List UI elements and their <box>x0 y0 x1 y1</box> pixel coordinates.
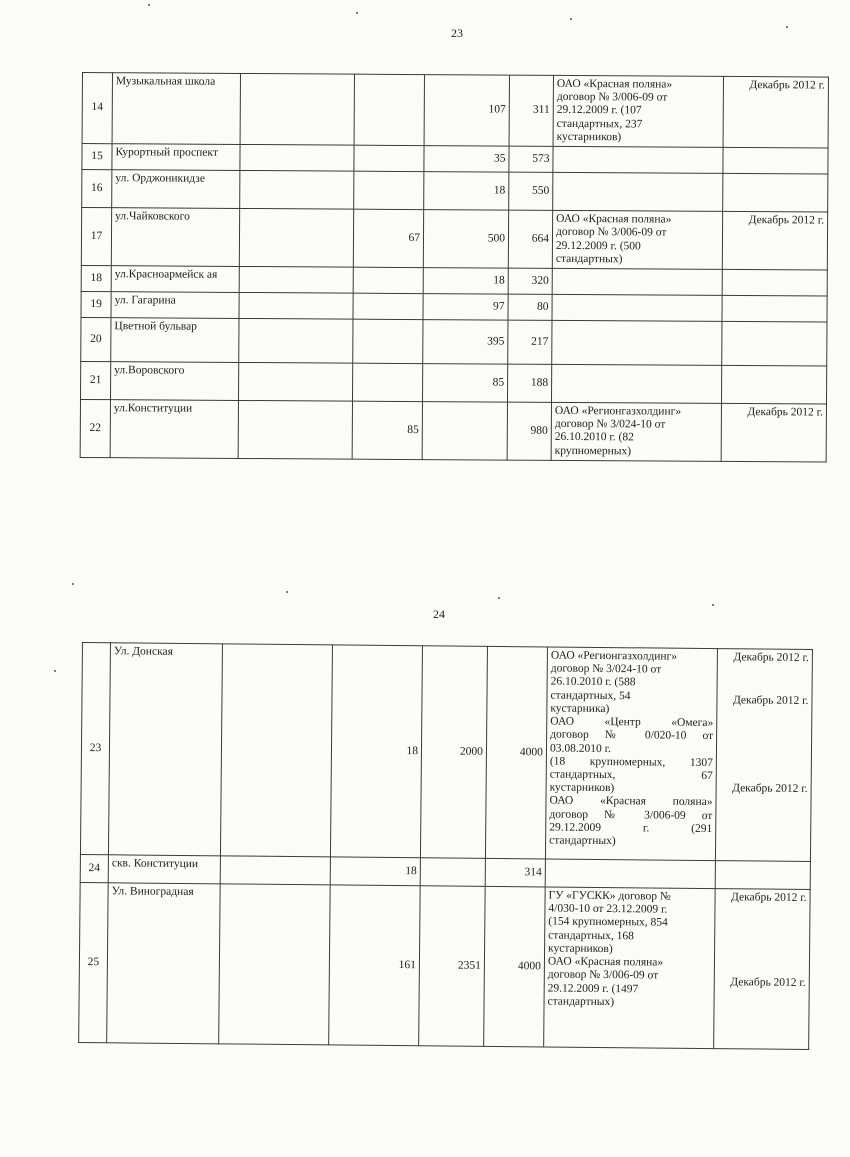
contract-info <box>544 887 716 1049</box>
count-c5 <box>422 402 507 460</box>
contract-line: ОАО «Красная поляна» <box>547 955 664 969</box>
completion-date <box>715 861 810 890</box>
count-c4 <box>354 145 424 171</box>
count-c3 <box>238 362 352 401</box>
completion-date <box>721 403 826 462</box>
scan-speck <box>356 12 358 14</box>
contract-info <box>551 402 721 461</box>
count-c5: 35 <box>424 146 509 173</box>
row-number: 21 <box>80 361 110 399</box>
row-number: 14 <box>82 73 112 144</box>
location-name: Ул. Виноградная <box>107 883 221 1044</box>
contract-line: стандартных, 67 <box>549 768 713 783</box>
contract-line: 03.08.2010 г. <box>549 742 611 755</box>
row-number: 17 <box>81 208 111 266</box>
count-c4: 67 <box>353 209 423 267</box>
contract-line: 4/030-10 от 23.12.2009 г. <box>548 902 668 916</box>
contract-line: договор № 3/024-10 от <box>550 662 662 676</box>
contract-line: ОАО «Красная поляна» <box>556 77 673 91</box>
count-c6: 217 <box>508 320 552 364</box>
count-c4: 18 <box>330 645 422 858</box>
count-c3 <box>239 318 353 363</box>
location-name: ул.Воровского <box>110 362 238 401</box>
contract-line: стандартных, 237 <box>556 117 643 131</box>
table-row <box>81 208 827 270</box>
contract-info <box>553 75 723 147</box>
date-line: Декабрь 2012 г. <box>732 782 808 796</box>
contract-line: (18 крупномерных, 1307 <box>549 755 713 769</box>
page-number: 23 <box>451 26 463 40</box>
contract-line: 29.12.2009 г. (107 <box>556 104 642 117</box>
table-row <box>80 643 812 862</box>
count-c6: 80 <box>508 294 552 320</box>
contract-line: кустарника) <box>550 702 610 715</box>
row-number: 22 <box>80 399 110 457</box>
contract-line: стандартных, 168 <box>548 929 635 942</box>
location-name: Ул. Донская <box>108 643 222 856</box>
plantings-table-page-24 <box>78 642 813 1050</box>
count-c6: 980 <box>507 402 551 460</box>
date-line: Декабрь 2012 г. <box>747 406 823 419</box>
contract-line: кустарников) <box>549 781 615 795</box>
location-name: ул.Красноармейск ая <box>111 266 239 293</box>
count-c6: 188 <box>507 364 551 402</box>
count-c4 <box>353 293 423 319</box>
row-number: 23 <box>80 643 110 855</box>
scan-speck <box>72 583 74 585</box>
table-row <box>82 170 828 213</box>
count-c5 <box>420 858 485 887</box>
count-c5: 18 <box>424 172 509 211</box>
table-row <box>79 882 811 1049</box>
completion-date <box>714 889 811 1050</box>
count-c6: 550 <box>509 172 553 210</box>
date-line: Декабрь 2012 г. <box>733 651 809 664</box>
table-row <box>81 317 827 366</box>
scan-speck <box>498 597 500 599</box>
location-name: Музыкальная школа <box>112 73 240 145</box>
completion-date <box>723 174 828 213</box>
contract-line: стандартных) <box>555 252 623 266</box>
completion-date <box>715 649 812 862</box>
contract-line: 26.10.2010 г. (82 <box>554 431 634 444</box>
date-line: Декабрь 2012 г. <box>730 976 806 990</box>
completion-date <box>721 365 826 404</box>
contract-info <box>552 268 722 295</box>
contract-line: ОАО «Красная поляна» <box>549 794 713 809</box>
contract-line: договор № 3/006-09 от <box>556 91 668 104</box>
date-line: Декабрь 2012 г. <box>748 214 825 227</box>
contract-info <box>545 859 715 889</box>
contract-line: крупномерных) <box>554 444 632 457</box>
count-c4: 18 <box>330 857 420 886</box>
completion-date <box>722 212 827 271</box>
row-number: 18 <box>81 265 111 291</box>
count-c3 <box>239 209 353 268</box>
count-c4 <box>353 319 423 363</box>
count-c5: 2000 <box>420 646 487 859</box>
count-c6: 4000 <box>485 646 547 859</box>
contract-line: стандартных) <box>549 834 616 848</box>
row-number: 24 <box>80 854 108 882</box>
completion-date <box>722 321 827 366</box>
count-c5: 97 <box>423 294 508 321</box>
count-c5: 500 <box>423 210 508 268</box>
contract-info <box>545 647 717 861</box>
table-row <box>80 361 826 404</box>
contract-line: договор № 3/006-09 от <box>555 226 667 239</box>
location-name: ул. Гагарина <box>111 292 239 319</box>
count-c3 <box>220 644 332 857</box>
contract-line: стандартных) <box>547 995 615 1008</box>
contract-info <box>553 172 723 211</box>
count-c6: 311 <box>509 75 553 146</box>
count-c6: 573 <box>509 146 553 172</box>
completion-date <box>722 269 827 296</box>
contract-line: 29.12.2009 г. (291 <box>549 821 713 835</box>
row-number: 16 <box>82 170 112 208</box>
date-line: Декабрь 2012 г. <box>732 694 809 708</box>
contract-line: ОАО «Центр «Омега» <box>550 715 714 730</box>
location-name: скв. Конституции <box>108 855 220 884</box>
row-number: 25 <box>79 882 109 1042</box>
count-c6: 320 <box>508 268 552 294</box>
count-c3 <box>220 856 330 885</box>
location-name: Цветной бульвар <box>111 318 239 363</box>
scan-speck <box>286 591 288 593</box>
plantings-table-page-23 <box>80 72 829 462</box>
count-c3 <box>239 266 353 293</box>
location-name: Курортный проспект <box>112 144 240 171</box>
contract-line: договор № 0/020-10 от <box>550 728 714 743</box>
contract-info <box>551 364 721 403</box>
location-name: ул.Конституции <box>110 400 238 459</box>
count-c4 <box>353 267 423 293</box>
contract-line: 26.10.2010 г. (588 <box>550 675 636 689</box>
count-c3 <box>240 145 354 172</box>
contract-line: 29.12.2009 г. (500 <box>555 239 641 252</box>
location-name: ул. Орджоникидзе <box>112 170 240 209</box>
contract-info <box>552 294 722 321</box>
count-c4: 85 <box>352 401 422 459</box>
count-c3 <box>240 171 354 210</box>
contract-line: ОАО «Регионгазхолдинг» <box>554 404 682 418</box>
contract-line: ОАО «Регионгазхолдинг» <box>550 649 678 663</box>
contract-info <box>552 320 722 365</box>
scan-speck <box>54 670 56 672</box>
count-c6: 4000 <box>484 886 546 1047</box>
count-c5: 18 <box>423 268 508 295</box>
table-row <box>82 73 828 149</box>
row-number: 15 <box>82 144 112 170</box>
count-c3 <box>240 73 354 145</box>
contract-line: договор № 3/006-09 от <box>549 808 713 822</box>
count-c4 <box>352 363 422 401</box>
contract-line: (154 крупномерных, 854 <box>548 915 668 930</box>
count-c4 <box>354 171 424 209</box>
count-c5: 85 <box>422 364 507 403</box>
row-number: 19 <box>81 291 111 317</box>
contract-line: кустарников) <box>556 130 622 144</box>
completion-date <box>723 148 828 175</box>
contract-info <box>553 146 723 173</box>
count-c5: 107 <box>424 75 509 147</box>
count-c6: 314 <box>485 858 545 887</box>
count-c4 <box>354 74 424 146</box>
count-c5: 395 <box>423 320 508 365</box>
scan-speck <box>570 18 572 20</box>
contract-line: ГУ «ГУСКК» договор № <box>548 889 671 903</box>
count-c3 <box>238 400 352 459</box>
page-number: 24 <box>433 607 445 621</box>
scan-speck <box>712 604 714 606</box>
count-c3 <box>239 292 353 319</box>
row-number: 20 <box>81 317 111 361</box>
scan-speck <box>148 4 150 6</box>
table-row <box>80 399 826 461</box>
contract-line: ОАО «Красная поляна» <box>556 212 672 226</box>
contract-line: стандартных, 54 <box>550 689 631 702</box>
location-name: ул.Чайковского <box>111 208 239 267</box>
completion-date <box>722 295 827 322</box>
completion-date <box>723 76 828 148</box>
contract-line: кустарников) <box>548 942 613 955</box>
date-line: Декабрь 2012 г. <box>749 79 825 92</box>
scan-speck <box>786 26 788 28</box>
count-c6: 664 <box>508 210 552 268</box>
contract-line: 29.12.2009 г. (1497 <box>547 982 639 995</box>
contract-info <box>552 210 722 269</box>
count-c4: 161 <box>329 885 421 1046</box>
count-c5: 2351 <box>419 886 486 1047</box>
count-c3 <box>219 884 331 1045</box>
contract-line: договор № 3/024-10 от <box>554 418 666 431</box>
contract-line: договор № 3/006-09 от <box>547 968 659 982</box>
date-line: Декабрь 2012 г. <box>731 891 807 904</box>
